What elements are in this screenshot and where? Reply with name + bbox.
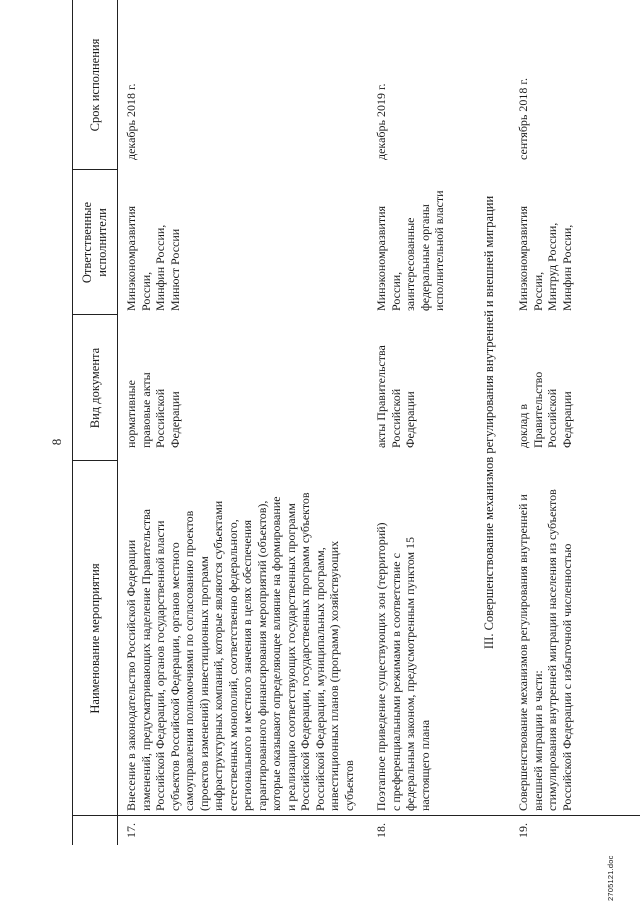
section-title: III. Совершенствование механизмов регулирования внутренней и внешней миграции (482, 195, 496, 650)
row-number: 18. (374, 823, 388, 838)
header-deadline: Срок исполнения (88, 38, 102, 132)
header-doc-type: Вид документа (88, 347, 102, 429)
footer-filename: 2705121.doc (606, 855, 615, 901)
row-name: Совершенствование механизмов регулирования внутренней и внешней миграции в части: стимулирования внутренней миграции населения из субъектов Российской Федерации с избыточной численностью (516, 489, 574, 811)
row-deadline: сентябрь 2018 г. (516, 78, 530, 160)
row-deadline: декабрь 2019 г. (374, 83, 388, 160)
page-number: 8 (49, 438, 64, 446)
header-bottom-rule (117, 0, 118, 845)
header-responsible: Ответственные исполнители (80, 201, 109, 284)
row-doc-type: акты Правительства Российской Федерации (374, 345, 417, 448)
row-name: Поэтапное приведение существующих зон (территорий) с преференциальными режимами в соответствие с федеральным законом, предусмотренным пунктом 15 настоящего плана (374, 522, 432, 811)
row-number: 19. (516, 823, 530, 838)
row-number: 17. (124, 823, 138, 838)
header-name: Наименование мероприятия (88, 563, 102, 714)
column-divider (72, 815, 640, 816)
row-doc-type: нормативные правовые акты Российской Федерации (124, 372, 182, 448)
table-top-rule (72, 0, 73, 845)
row-responsible: Минэкономразвития России, Минтруд России, Минфин России, (516, 205, 574, 311)
row-deadline: декабрь 2018 г. (124, 83, 138, 160)
row-doc-type: доклад в Правительство Российской Федерации (516, 371, 574, 448)
row-responsible: Минэкономразвития России, заинтересованные федеральные органы исполнительной власти (374, 190, 446, 311)
row-name: Внесение в законодательство Российской Федерации изменений, предусматривающих наделение Правительства Российской Федерации, органов государственной власти субъектов Российской Федерации, органов местного самоуправления полномочиями по согласованию проектов (проектов изменений) инвестиционных программ инфраструктурных компаний, которые являются субъектами естественных монополий, соответственно федерального, регионального и местного значения в целях обеспечения гарантированного финансирования мероприятий (объектов), которые оказывают определяющее влияние на формирование и реализацию соответствующих государственных программ Российской Федерации, государственных программ субъектов Российской Федерации, муниципальных программ, инвестиционных планов (программ) хозяйствующих субъектов (124, 492, 356, 811)
row-responsible: Минэкономразвития России, Минфин России, Минюст России (124, 205, 182, 311)
